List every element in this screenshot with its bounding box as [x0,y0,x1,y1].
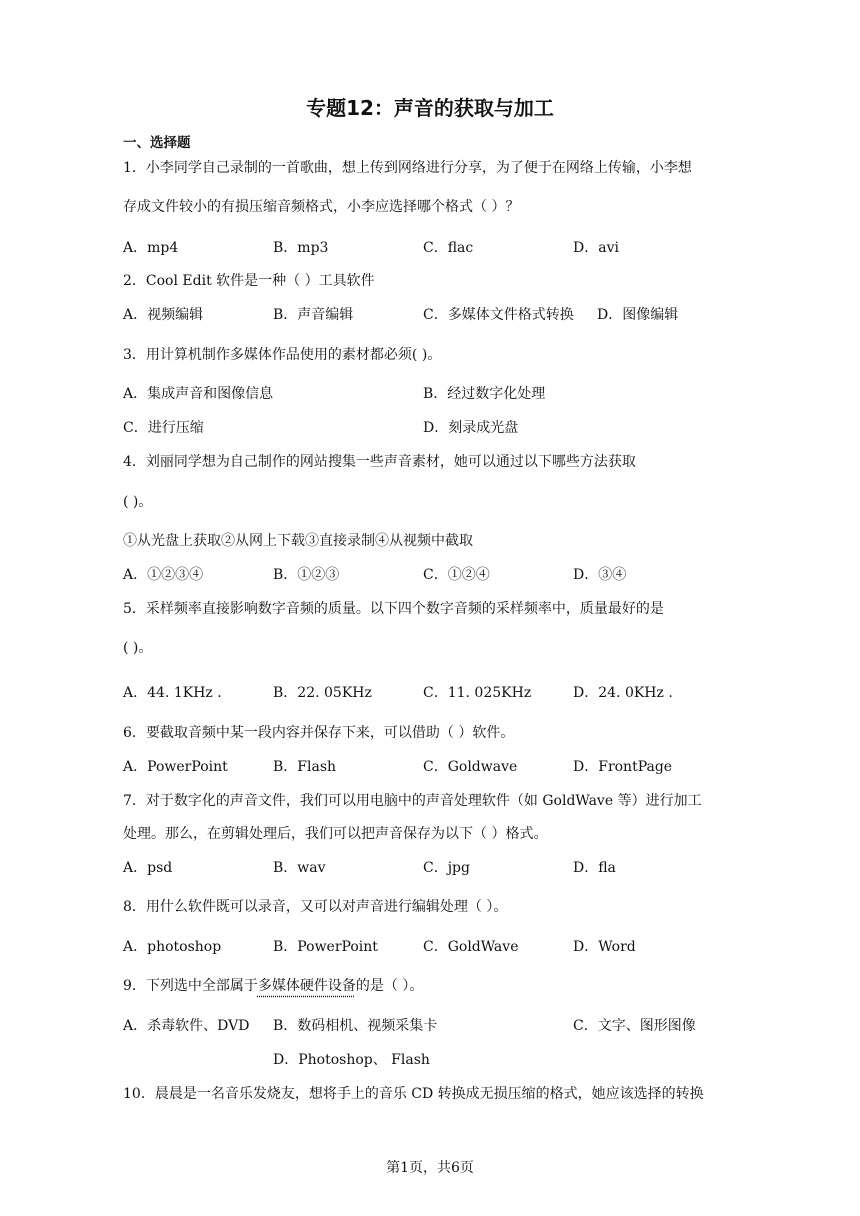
question-9-option-c: C．文字、图形图像 [573,1018,696,1034]
question-2-line-1: 2．Cool Edit 软件是一种（ ）工具软件 [123,273,375,289]
question-6-option-c: C．Goldwave [423,759,518,775]
question-6-option-d: D．FrontPage [573,759,673,775]
question-7-option-d: D．fla [573,860,616,876]
question-7-option-b: B．wav [273,860,326,876]
question-9-text-post: 的是（ ）。 [355,978,424,994]
question-8-option-a: A．photoshop [123,939,222,955]
question-5-line-1: 5．采样频率直接影响数字音频的质量。以下四个数字音频的采样频率中，质量最好的是 [123,601,664,617]
question-4-option-c: C．①②④ [423,567,490,583]
question-7-option-c: C．jpg [423,860,470,876]
question-8-option-c: C．GoldWave [423,939,519,955]
question-2-option-a: A．视频编辑 [123,307,204,323]
question-8-line-1: 8．用什么软件既可以录音，又可以对声音进行编辑处理（ ）。 [123,899,508,915]
question-9-line-1 [123,975,423,995]
question-4-option-d: D．③④ [573,567,627,583]
question-1-option-c: C．flac [423,240,474,256]
question-5-option-c: C．11. 025KHz [423,685,532,701]
question-3-option-c: C．进行压缩 [123,420,204,436]
question-9-option-b: B．数码相机、视频采集卡 [273,1018,438,1034]
question-6-option-b: B．Flash [273,759,337,775]
question-4-line-3: ①从光盘上获取②从网上下载③直接录制④从视频中截取 [123,533,473,549]
question-4-option-a: A．①②③④ [123,567,204,583]
question-8-option-b: B．PowerPoint [273,939,378,955]
question-8-option-d: D．Word [573,939,636,955]
question-3-option-b: B．经过数字化处理 [423,386,546,402]
question-1-line-1: 1．小李同学自己录制的一首歌曲，想上传到网络进行分享，为了便于在网络上传输，小李想 [123,160,692,176]
question-7-option-a: A．psd [123,860,173,876]
question-2-option-b: B．声音编辑 [273,307,354,323]
section-heading: 一、选择题 [123,135,191,151]
question-3-option-a: A．集成声音和图像信息 [123,386,274,402]
question-4-line-2: ( )。 [123,494,153,510]
question-2-option-d: D．图像编辑 [597,307,679,323]
question-4-option-b: B．①②③ [273,567,340,583]
question-5-option-b: B．22. 05KHz [273,685,372,701]
question-6-line-1: 6．要截取音频中某一段内容并保存下来，可以借助（ ）软件。 [123,725,515,741]
question-9-emphasis: 多媒体硬件设备 [257,978,356,994]
question-2-option-c: C．多媒体文件格式转换 [423,307,574,323]
page-footer: 第1页，共6页 [386,1160,474,1176]
question-7-line-2: 处理。那么，在剪辑处理后，我们可以把声音保存为以下（ ）格式。 [123,826,548,842]
question-1-option-a: A．mp4 [123,240,179,256]
question-3-option-d: D．刻录成光盘 [423,420,519,436]
question-1-line-2: 存成文件较小的有损压缩音频格式，小李应选择哪个格式（ ）？ [123,199,520,215]
question-4-line-1: 4．刘丽同学想为自己制作的网站搜集一些声音素材，她可以通过以下哪些方法获取 [123,454,636,470]
page-title: 专题12：声音的获取与加工 [306,96,554,120]
question-9-option-d: D．Photoshop、 Flash [273,1052,430,1068]
question-5-option-d: D．24. 0KHz . [573,685,673,701]
question-9-option-a: A．杀毒软件、DVD [123,1018,250,1034]
question-3-line-1: 3．用计算机制作多媒体作品使用的素材都必须( )。 [123,347,442,363]
question-10-line-1: 10．晨晨是一名音乐发烧友，想将手上的音乐 CD 转换成无损压缩的格式，她应该选择的转换 [123,1086,704,1102]
question-5-option-a: A．44. 1KHz . [123,685,222,701]
question-6-option-a: A．PowerPoint [123,759,228,775]
question-5-line-2: ( )。 [123,640,153,656]
question-1-option-d: D．avi [573,240,619,256]
question-9-text-pre: 9．下列选中全部属于 [123,978,258,994]
question-7-line-1: 7．对于数字化的声音文件，我们可以用电脑中的声音处理软件（如 GoldWave 等）进行加工 [123,793,702,809]
question-1-option-b: B．mp3 [273,240,329,256]
